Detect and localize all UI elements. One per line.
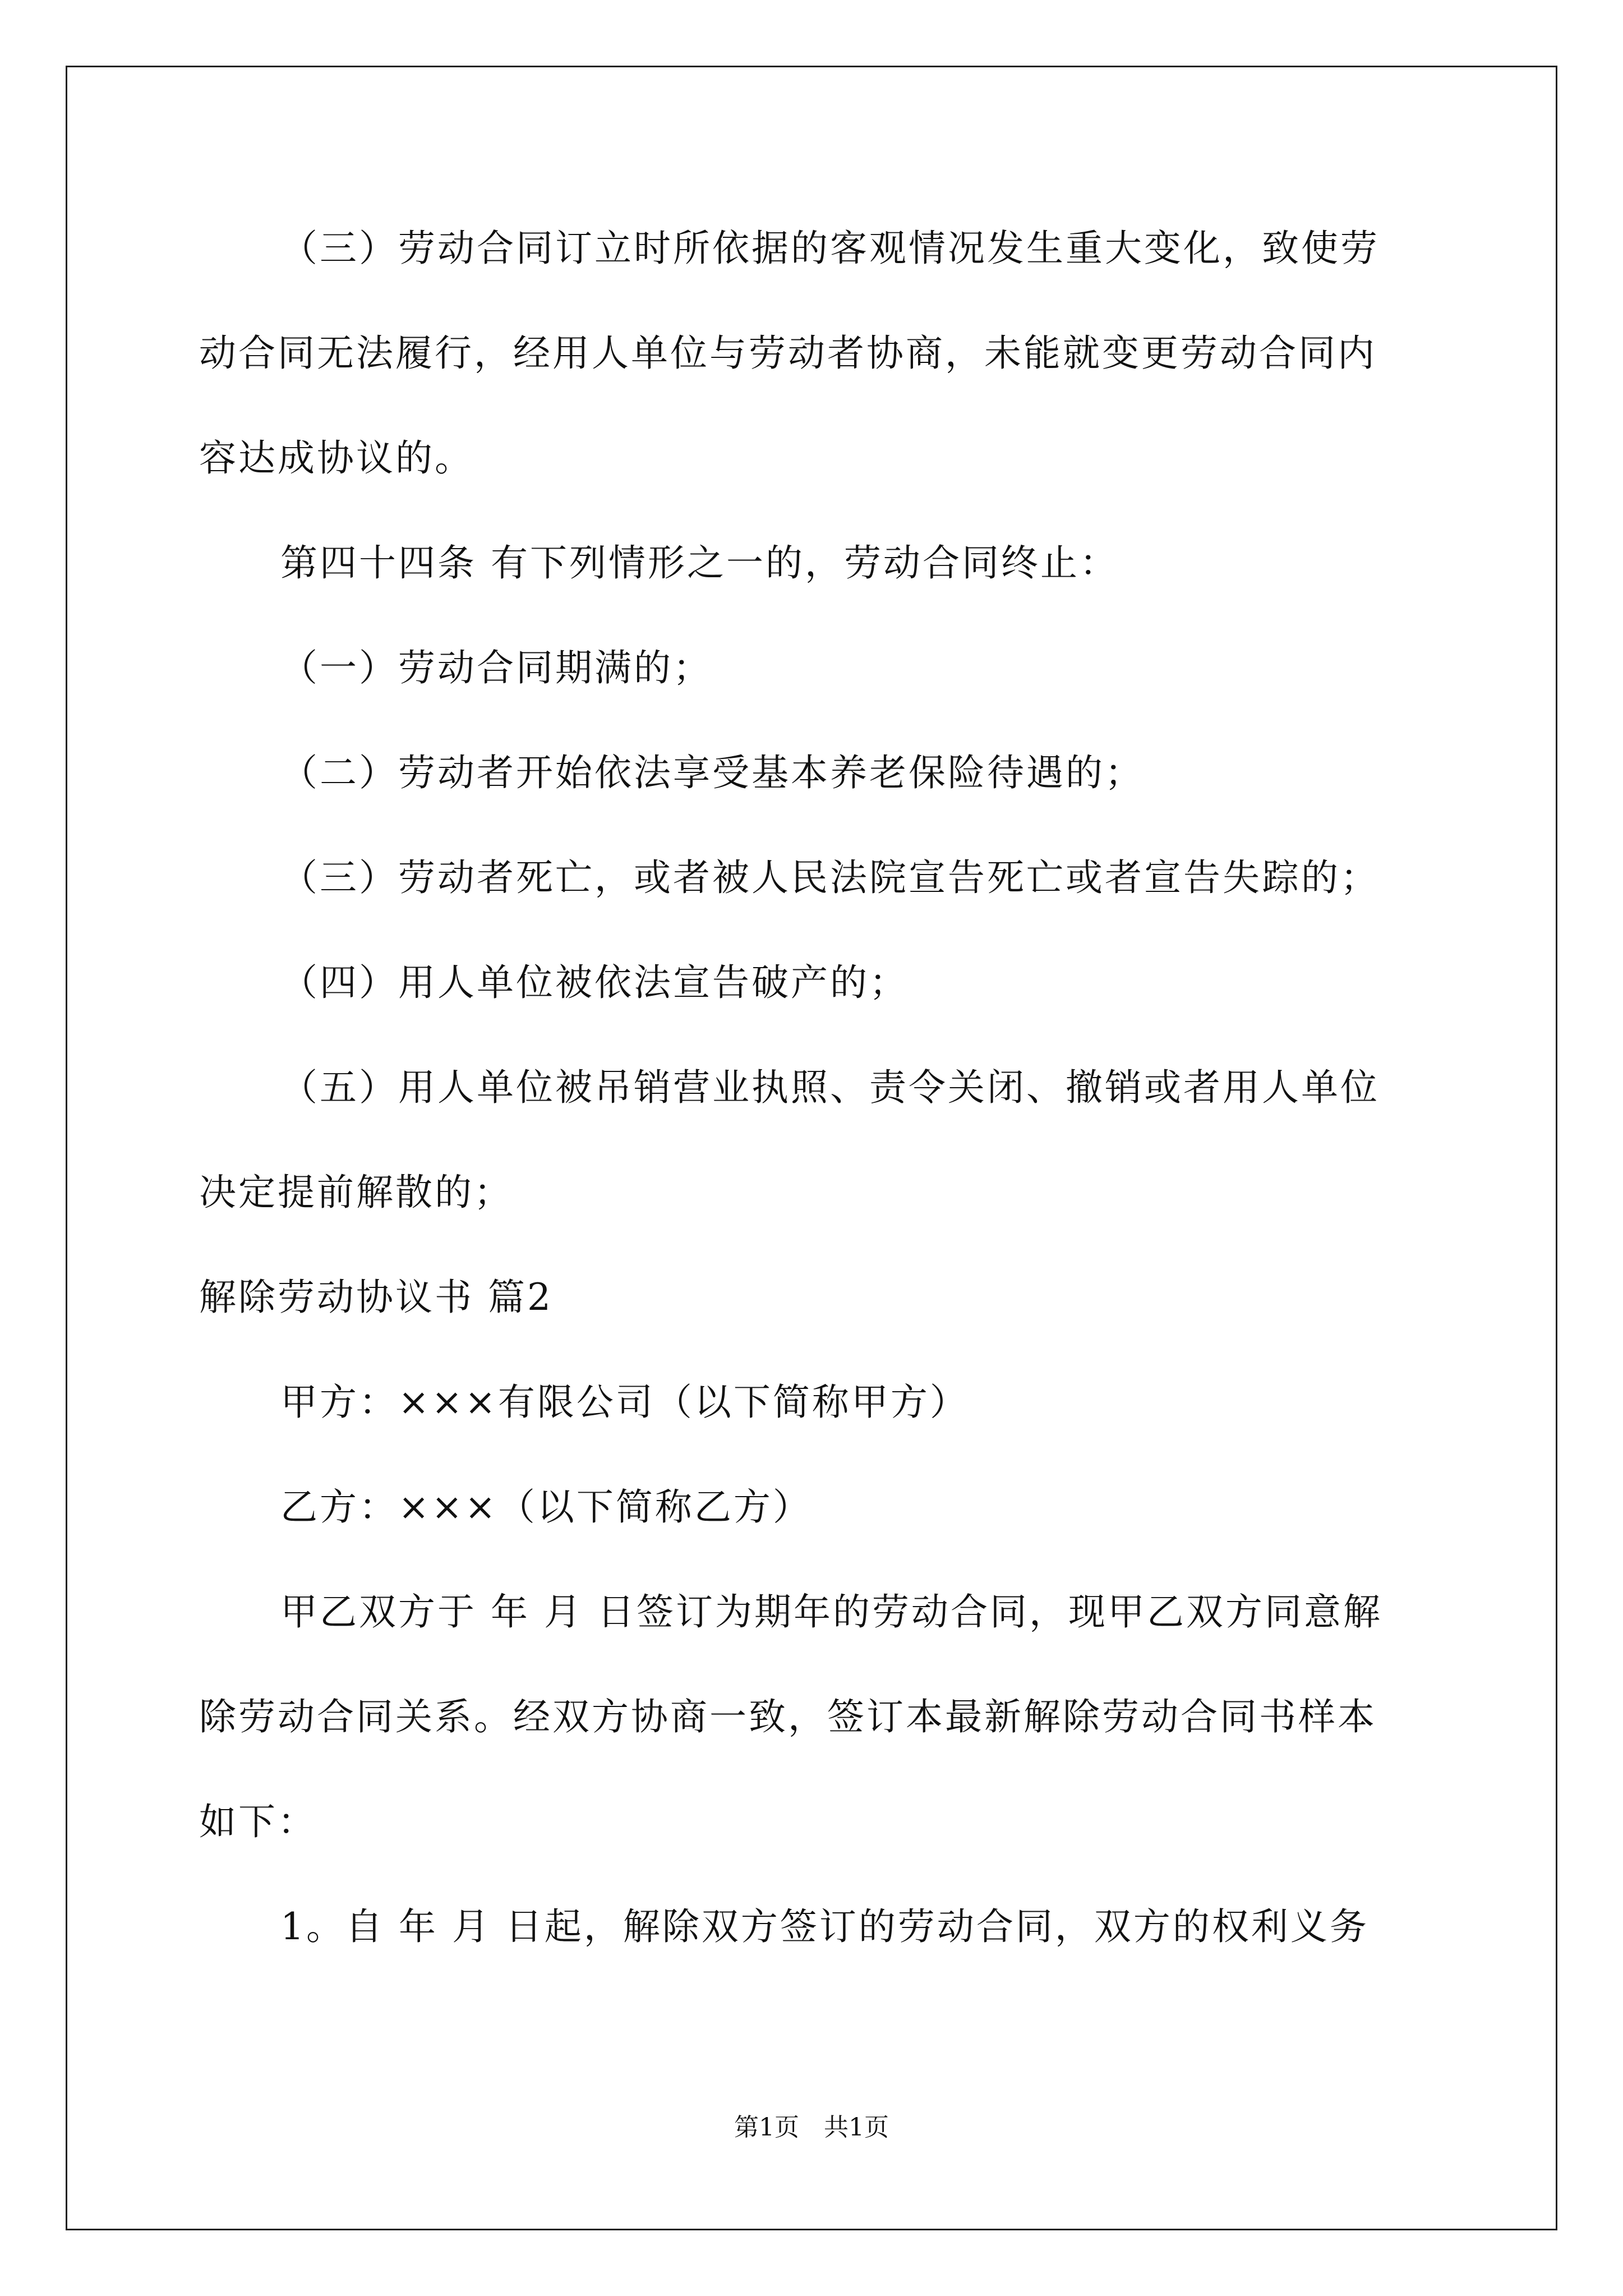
page-footer: 第1页 共1页 (734, 2113, 889, 2142)
paragraph-line: （二）劳动者开始依法享受基本养老保险待遇的； (280, 751, 1144, 794)
paragraph-line: 决定提前解散的； (199, 1171, 513, 1214)
paragraph-line: 1。自 年 月 日起，解除双方签订的劳动合同，双方的权利义务 (280, 1905, 1369, 1948)
paragraph-line: 动合同无法履行，经用人单位与劳动者协商，未能就变更劳动合同内 (199, 332, 1377, 375)
paragraph-line: （一）劳动合同期满的； (280, 646, 712, 689)
paragraph-line: 如下： (199, 1800, 317, 1843)
paragraph-line: （三）劳动合同订立时所依据的客观情况发生重大变化，致使劳 (280, 227, 1380, 270)
paragraph-line: （三）劳动者死亡，或者被人民法院宣告死亡或者宣告失踪的； (280, 856, 1380, 899)
paragraph-line: 甲方：×××有限公司（以下简称甲方） (280, 1381, 969, 1424)
paragraph-line: （四）用人单位被依法宣告破产的； (280, 961, 909, 1004)
paragraph-line: 乙方：×××（以下简称乙方） (280, 1485, 812, 1529)
section-heading: 解除劳动协议书 篇2 (199, 1276, 553, 1319)
paragraph-line: （五）用人单位被吊销营业执照、责令关闭、撤销或者用人单位 (280, 1066, 1380, 1109)
paragraph-line: 甲乙双方于 年 月 日签订为期年的劳动合同，现甲乙双方同意解 (280, 1590, 1382, 1634)
paragraph-line: 除劳动合同关系。经双方协商一致，签订本最新解除劳动合同书样本 (199, 1695, 1377, 1738)
paragraph-line: 第四十四条 有下列情形之一的，劳动合同终止： (280, 541, 1119, 585)
paragraph-line: 容达成协议的。 (199, 436, 474, 480)
